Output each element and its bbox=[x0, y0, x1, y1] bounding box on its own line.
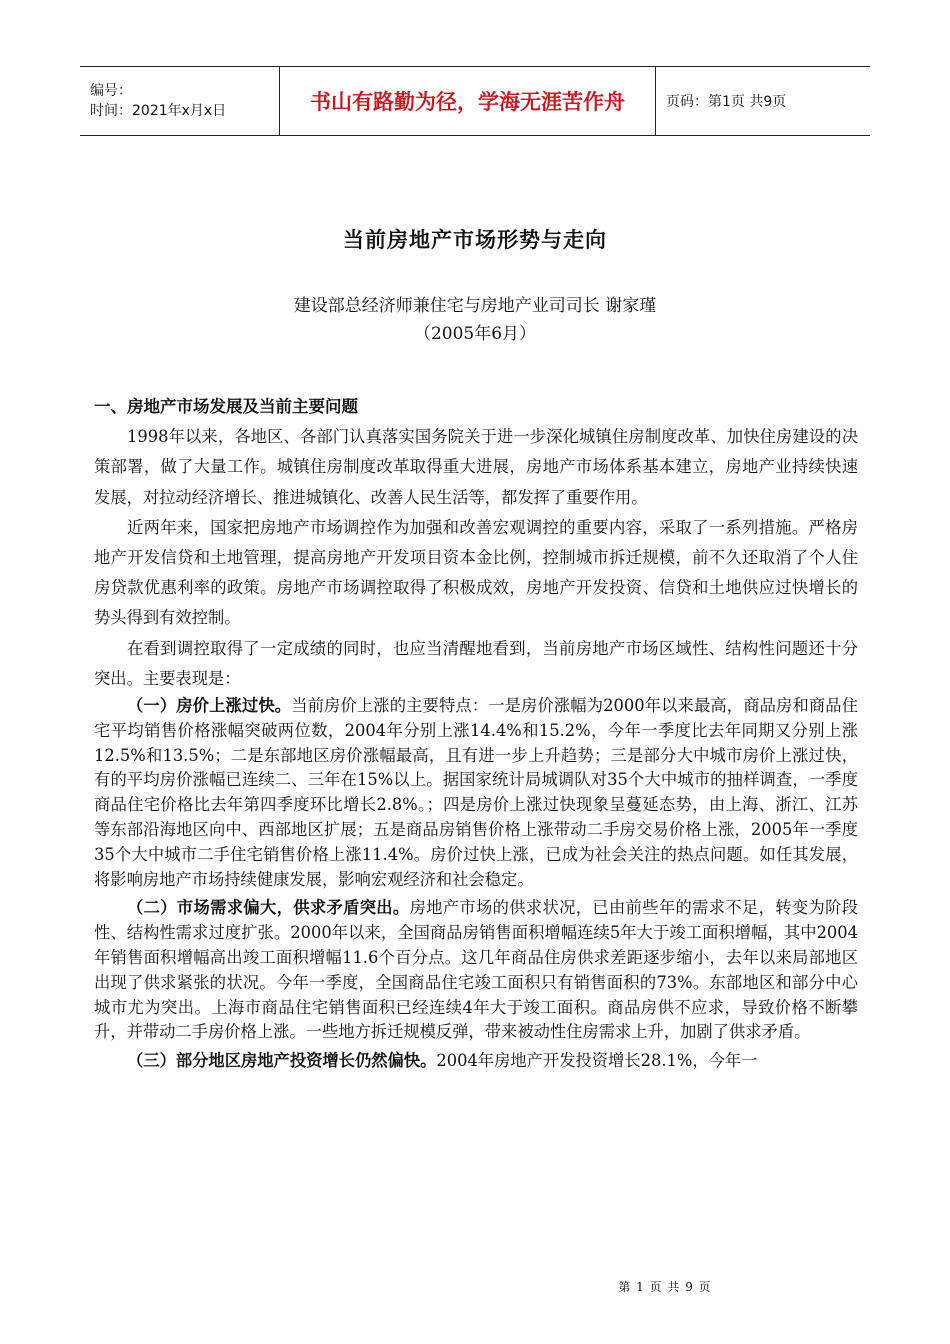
author-line: 建设部总经济师兼住宅与房地产业司司长 谢家瑾 bbox=[293, 296, 657, 316]
paragraph-2: 近两年来，国家把房地产市场调控作为加强和改善宏观调控的重要内容，采取了一系列措施。严格房地产开发信贷和土地管理，提高房地产开发项目资本金比例，控制城市拆迁规模，前不久还取消了个人住房贷款优惠利率的政策。房地产市场调控取得了积极成效，房地产开发投资、信贷和土地供应过快增长的势头得到有效控制。 bbox=[94, 517, 858, 628]
document-title: 当前房地产市场形势与走向 bbox=[343, 228, 607, 252]
header-meta bbox=[80, 67, 280, 135]
item-1-lead: （一）房价上涨过快。 bbox=[127, 696, 292, 716]
time-label: 时间：2021年x月x日 bbox=[90, 103, 227, 119]
number-label: 编号： bbox=[90, 83, 132, 99]
item-3-lead: （三）部分地区房地产投资增长仍然偏快。 bbox=[127, 1051, 437, 1071]
page-header bbox=[80, 66, 870, 136]
item-2-lead: （二）市场需求偏大，供求矛盾突出。 bbox=[127, 898, 410, 918]
item-1-text: 当前房价上涨的主要特点：一是房价涨幅为2000年以来最高，商品房和商品住宅平均销售价格涨幅突破两位数，2004年分别上涨14.4%和15.2%，今年一季度比去年同期又分别上涨12.5%和13.5%；二是东部地区房价涨幅最高，且有进一步上升趋势；三是部分大中城市房价上涨过快，有的平均房价涨幅已连续二、三年在15%以上。据国家统计局城调队对35个大中城市的抽样调查，一季度商品住宅价格比去年第四季度环比增长2.8%。；四是房价上涨过快现象呈蔓延态势，由上海、浙江、江苏等东部沿海地区向中、西部地区扩展；五是商品房销售价格上涨带动二手房交易价格上涨，2005年一季度35个大中城市二手住宅销售价格上涨11.4%。房价过快上涨，已成为社会关注的热点问题。如任其发展，将影响房地产市场持续健康发展，影响宏观经济和社会稳定。 bbox=[94, 696, 858, 889]
header-motto-cell bbox=[280, 67, 656, 135]
page-label: 页码：第1页 共9页 bbox=[666, 94, 787, 110]
item-3-text: 2004年房地产开发投资增长28.1%，今年一 bbox=[436, 1051, 758, 1071]
item-3 bbox=[94, 1049, 858, 1074]
item-1 bbox=[94, 694, 858, 892]
document-body bbox=[94, 392, 858, 1074]
paragraph-1: 1998年以来，各地区、各部门认真落实国务院关于进一步深化城镇住房制度改革、加快住房建设的决策部署，做了大量工作。城镇住房制度改革取得重大进展，房地产市场体系基本建立，房地产业持续快速发展，对拉动经济增长、推进城镇化、改善人民生活等，都发挥了重要作用。 bbox=[94, 427, 858, 507]
date-line: （2005年6月） bbox=[413, 324, 537, 344]
motto-text: 书山有路勤为径，学海无涯苦作舟 bbox=[310, 90, 625, 114]
paragraph-3: 在看到调控取得了一定成绩的同时，也应当清醒地看到，当前房地产市场区域性、结构性问题还十分突出。主要表现是： bbox=[94, 638, 858, 688]
author-block bbox=[0, 292, 950, 348]
section-heading: 一、房地产市场发展及当前主要问题 bbox=[94, 397, 358, 416]
page-footer: 第 1 页 共 9 页 bbox=[618, 1280, 712, 1294]
header-page-cell bbox=[656, 67, 870, 135]
item-2-text: 房地产市场的供求状况，已由前些年的需求不足，转变为阶段性、结构性需求过度扩张。2000年以来，全国商品房销售面积增幅连续5年大于竣工面积增幅，其中2004年销售面积增幅高出竣工面积增幅11.6个百分点。这几年商品住房供求差距逐步缩小，去年以来局部地区出现了供求紧张的状况。今年一季度，全国商品住宅竣工面积只有销售面积的73%。东部地区和部分中心城市尤为突出。上海市商品住宅销售面积已经连续4年大于竣工面积。商品房供不应求，导致价格不断攀升，并带动二手房价格上涨。一些地方拆迁规模反弹，带来被动性住房需求上升，加剧了供求矛盾。 bbox=[94, 898, 858, 1042]
item-2 bbox=[94, 896, 858, 1045]
